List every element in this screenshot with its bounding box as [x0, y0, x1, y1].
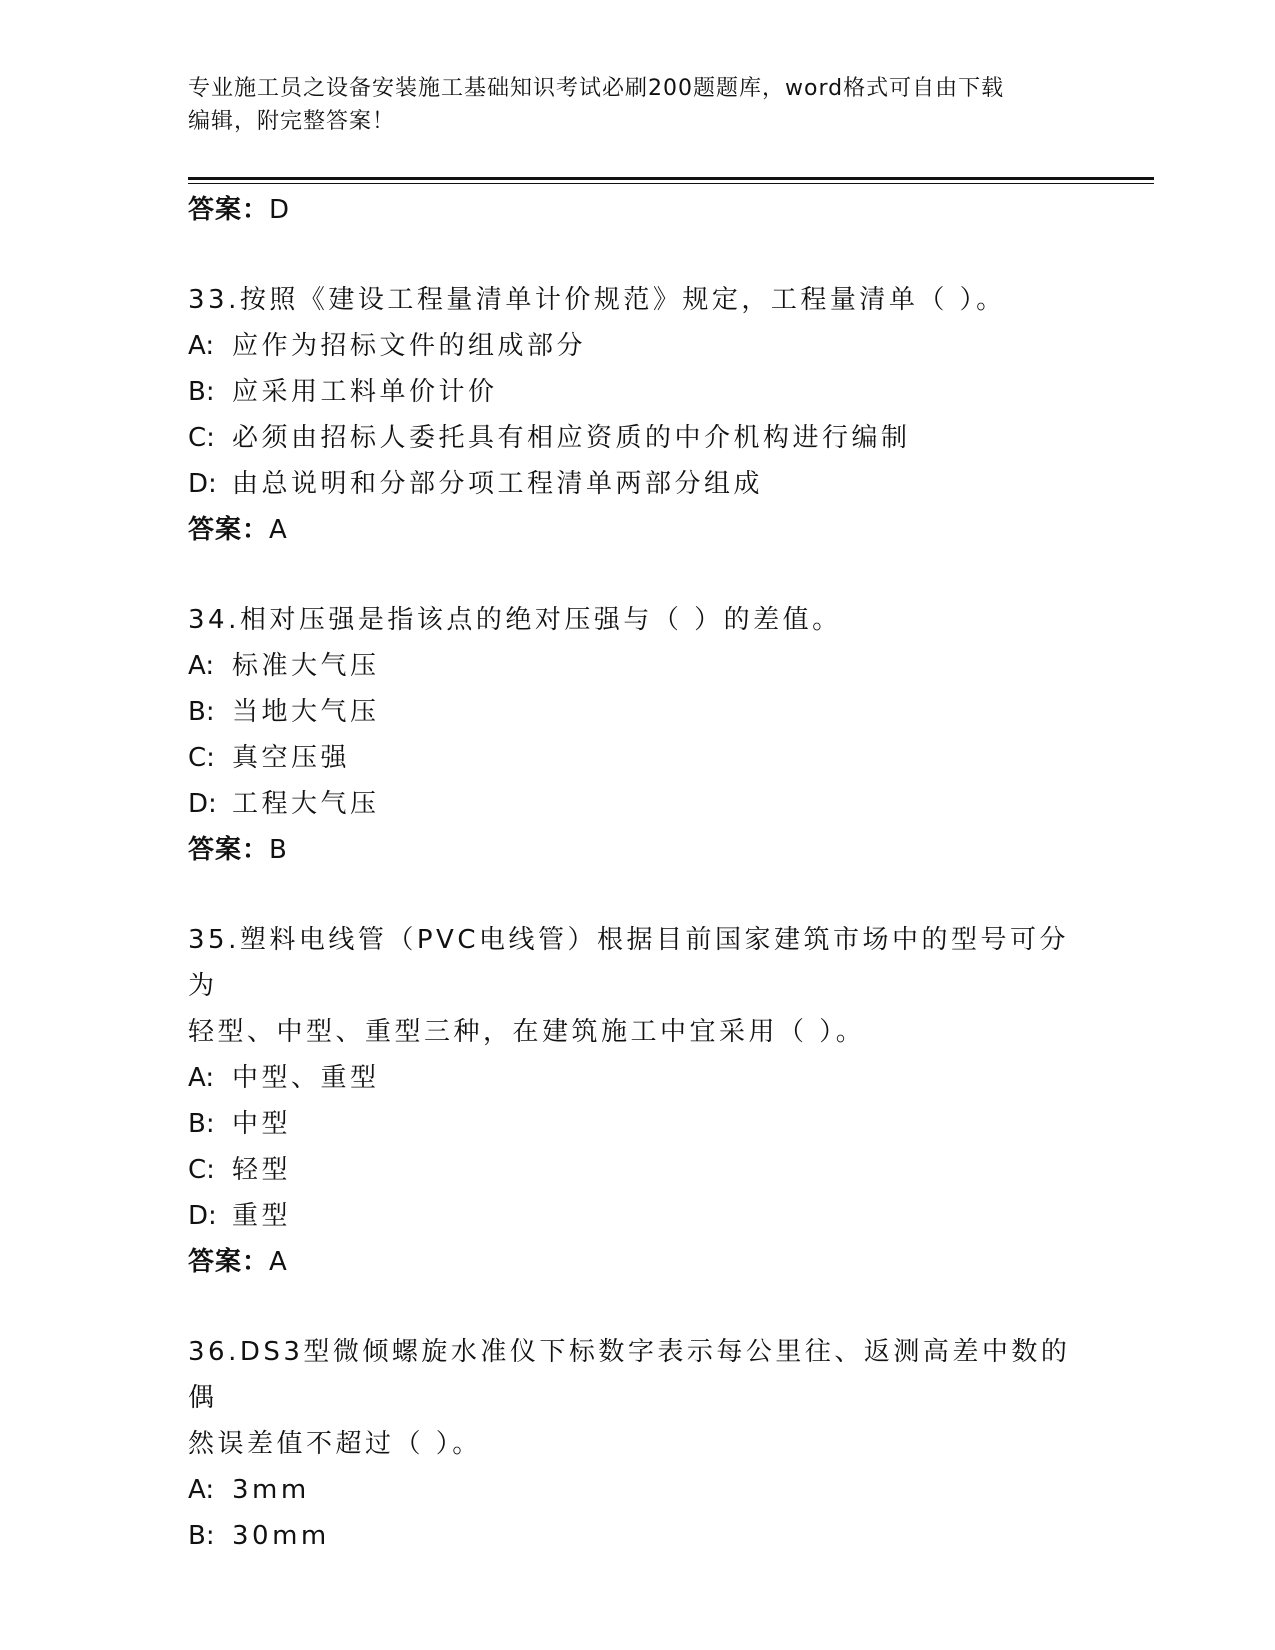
- option-text: 应采用工料单价计价: [232, 377, 498, 407]
- option-c: [188, 1147, 1088, 1193]
- question-list: [188, 187, 1088, 1559]
- option-b: [188, 369, 1088, 415]
- option-text: 30mm: [232, 1521, 330, 1551]
- answer-value: A: [269, 1247, 288, 1277]
- option-text: 3mm: [232, 1475, 310, 1505]
- option-letter: A:: [188, 651, 215, 681]
- option-d: [188, 461, 1088, 507]
- option-text: 工程大气压: [232, 789, 380, 819]
- answer-label: 答案：: [188, 195, 270, 225]
- option-b: [188, 689, 1088, 735]
- option-text: 中型、重型: [232, 1063, 380, 1093]
- header-line-1: 专业施工员之设备安装施工基础知识考试必刷200题题库，word格式可自由下载: [188, 76, 1005, 101]
- option-a: [188, 1055, 1088, 1101]
- option-text: 重型: [232, 1201, 292, 1231]
- option-d: [188, 1193, 1088, 1239]
- option-b: [188, 1101, 1088, 1147]
- option-text: 真空压强: [232, 743, 351, 773]
- option-text: 标准大气压: [232, 651, 380, 681]
- option-a: [188, 1467, 1088, 1513]
- option-letter: B:: [188, 377, 215, 407]
- option-text: 轻型: [232, 1155, 292, 1185]
- option-d: [188, 781, 1088, 827]
- option-letter: D:: [188, 469, 217, 499]
- option-letter: A:: [188, 1475, 215, 1505]
- question-block-35: [188, 917, 1088, 1285]
- header-rule-thin: [188, 183, 1154, 184]
- option-letter: D:: [188, 1201, 217, 1231]
- option-letter: B:: [188, 697, 215, 727]
- answer-value: D: [269, 195, 291, 225]
- question-text: 33.按照《建设工程量清单计价规范》规定，工程量清单（ ）。: [188, 285, 1006, 315]
- option-text: 由总说明和分部分项工程清单两部分组成: [232, 469, 764, 499]
- option-text: 必须由招标人委托具有相应资质的中介机构进行编制: [232, 423, 911, 453]
- option-letter: A:: [188, 331, 215, 361]
- previous-answer: [188, 187, 1088, 233]
- answer-value: A: [269, 515, 288, 545]
- option-a: [188, 323, 1088, 369]
- answer-label: 答案：: [188, 835, 270, 865]
- option-letter: B:: [188, 1521, 215, 1551]
- question-block-34: [188, 597, 1088, 873]
- question-text-continued: 然误差值不超过（ ）。: [188, 1429, 482, 1459]
- question-block-33: [188, 277, 1088, 553]
- question-text-continued: 轻型、中型、重型三种，在建筑施工中宜采用（ ）。: [188, 1017, 866, 1047]
- answer-label: 答案：: [188, 1247, 270, 1277]
- option-c: [188, 735, 1088, 781]
- option-text: 中型: [232, 1109, 292, 1139]
- answer-label: 答案：: [188, 515, 270, 545]
- option-b: [188, 1513, 1088, 1559]
- option-letter: D:: [188, 789, 217, 819]
- option-letter: B:: [188, 1109, 215, 1139]
- option-text: 当地大气压: [232, 697, 380, 727]
- option-text: 应作为招标文件的组成部分: [232, 331, 587, 361]
- question-block-36: [188, 1329, 1088, 1559]
- question-text: 35.塑料电线管（PVC电线管）根据目前国家建筑市场中的型号可分为: [188, 925, 1069, 1001]
- header-line-2: 编辑，附完整答案！: [188, 109, 396, 134]
- question-text: 36.DS3型微倾螺旋水准仪下标数字表示每公里往、返测高差中数的偶: [188, 1337, 1071, 1413]
- document-header: [188, 72, 1068, 138]
- answer-line: [188, 507, 1088, 553]
- answer-value: B: [269, 835, 288, 865]
- question-text: 34.相对压强是指该点的绝对压强与（ ）的差值。: [188, 605, 842, 635]
- answer-line: [188, 827, 1088, 873]
- option-letter: C:: [188, 423, 215, 453]
- option-letter: A:: [188, 1063, 215, 1093]
- header-rule-thick: [188, 177, 1154, 180]
- option-letter: C:: [188, 743, 215, 773]
- option-a: [188, 643, 1088, 689]
- option-c: [188, 415, 1088, 461]
- answer-line: [188, 1239, 1088, 1285]
- option-letter: C:: [188, 1155, 215, 1185]
